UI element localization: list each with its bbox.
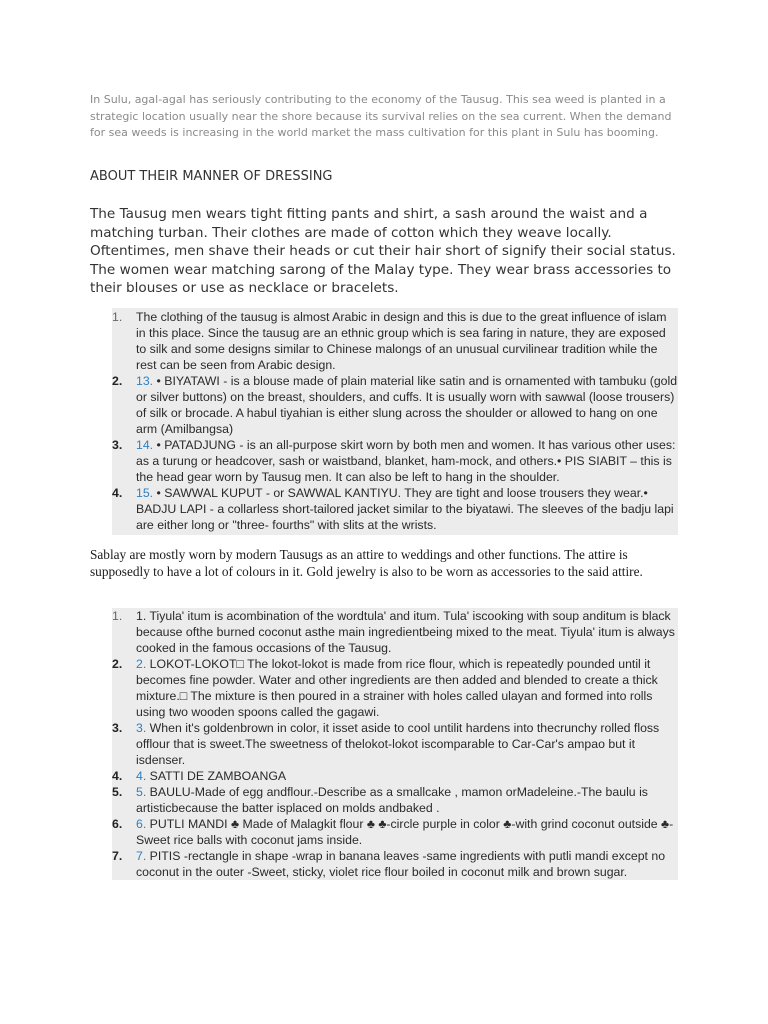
list-item xyxy=(112,373,678,437)
list-marker: 6. xyxy=(112,817,123,831)
list-item xyxy=(112,485,678,533)
list-item xyxy=(112,768,678,784)
item-number-link[interactable]: 13. xyxy=(136,374,154,388)
list-marker: 2. xyxy=(112,374,123,388)
item-number-link[interactable]: 6. xyxy=(136,817,147,831)
list-marker: 7. xyxy=(112,849,123,863)
list-item xyxy=(112,309,678,373)
list-item-text: BAULU-Made of egg andflour.-Describe as a smallcake , mamon orMadeleine.-The baulu is artisticbecause the batter isplaced on molds andbaked . xyxy=(136,785,648,815)
list-item xyxy=(112,816,678,848)
food-list xyxy=(112,608,678,880)
item-number-link[interactable]: 15. xyxy=(136,486,154,500)
item-number-link[interactable]: 4. xyxy=(136,769,147,783)
item-number-link[interactable]: 3. xyxy=(136,721,147,735)
list-marker: 2. xyxy=(112,657,123,671)
list-marker: 1. xyxy=(112,310,123,324)
section-heading: ABOUT THEIR MANNER OF DRESSING xyxy=(90,169,333,184)
item-number-link[interactable]: 5. xyxy=(136,785,147,799)
intro-paragraph: In Sulu, agal-agal has seriously contributing to the economy of the Tausug. This sea weed is planted in a strategic location usually near the shore because its survival relies on the sea current. When the demand for sea weeds is increasing in the world market the mass cultivation for this plant in Sulu has booming. xyxy=(90,93,672,139)
list-marker: 4. xyxy=(112,769,123,783)
list-marker: 3. xyxy=(112,438,123,452)
list-item xyxy=(112,608,678,656)
list-item-text: When it's goldenbrown in color, it isset aside to cool untilit hardens into thecrunchy rolled floss offlour that is sweet.The sweetness of thelokot-lokot iscomparable to Car-Car's ampao but it isdenser. xyxy=(136,721,660,767)
list-item-text: PUTLI MANDI ♣ Made of Malagkit flour ♣ ♣-circle purple in color ♣-with grind coconut outside ♣-Sweet rice balls with coconut jams inside. xyxy=(136,817,674,847)
list-item-text: • SAWWAL KUPUT - or SAWWAL KANTIYU. They are tight and loose trousers they wear.• BADJU LAPI - a collarless short-tailored jacket similar to the biyatawi. The sleeves of the badju lapi are either long or "three- fourths" with slits at the wrists. xyxy=(136,486,674,532)
item-number-link[interactable]: 2. xyxy=(136,657,147,671)
item-number-link[interactable]: 14. xyxy=(136,438,154,452)
list-item-text: 1. Tiyula' itum is acombination of the wordtula' and itum. Tula' iscooking with soup anditum is black because ofthe burned coconut asthe main ingredientbeing mixed to the meat. Tiyula' itum is always cooked in the famous occasions of the Tausug. xyxy=(136,609,675,655)
list-marker: 4. xyxy=(112,486,123,500)
list-marker: 1. xyxy=(112,609,123,623)
list-item xyxy=(112,720,678,768)
list-item-text: The clothing of the tausug is almost Arabic in design and this is due to the great influence of islam in this place. Since the tausug are an ethnic group which is sea faring in nature, they are exposed to silk and some designs similar to Chinese malongs of an unusual curvilinear tradition while the rest can be seen from Arabic design. xyxy=(136,310,667,372)
dressing-paragraph: The Tausug men wears tight fitting pants and shirt, a sash around the waist and a matching turban. Their clothes are made of cotton which they weave locally. Oftentimes, men shave their heads or cut their hair short of signify their social status. The women wear matching sarong of the Malay type. They wear brass accessories to their blouses or use as necklace or bracelets. xyxy=(90,206,676,297)
item-number-link[interactable]: 7. xyxy=(136,849,147,863)
list-item-text: PITIS -rectangle in shape -wrap in banana leaves -same ingredients with putli mandi except no coconut in the outer -Sweet, sticky, violet rice flour boiled in coconut milk and brown sugar. xyxy=(136,849,666,879)
list-item-text: SATTI DE ZAMBOANGA xyxy=(146,769,287,783)
list-item xyxy=(112,437,678,485)
list-item xyxy=(112,656,678,720)
list-marker: 3. xyxy=(112,721,123,735)
list-item xyxy=(112,848,678,880)
sablay-paragraph: Sablay are mostly worn by modern Tausugs as an attire to weddings and other functions. The attire is supposedly to have a lot of colours in it. Gold jewelry is also to be worn as accessories to the said attire. xyxy=(90,547,643,579)
list-item-text: LOKOT-LOKOT□ The lokot-lokot is made from rice flour, which is repeatedly pounded until it becomes fine powder. Water and other ingredients are then added and blended to create a thick mixture.□ The mixture is then poured in a strainer with holes called ulayan and formed into rolls using two wooden spoons called the gagawi. xyxy=(136,657,658,719)
list-item xyxy=(112,784,678,816)
list-item-text: • BIYATAWI - is a blouse made of plain material like satin and is ornamented with tambuku (gold or silver buttons) on the breast, shoulders, and cuffs. It is usually worn with sawwal (loose trousers) of silk or brocade. A habul tiyahian is either slung across the shoulder or allowed to hang on one arm (Amilbangsa) xyxy=(136,374,678,436)
dressing-list xyxy=(112,308,678,535)
list-item-text: • PATADJUNG - is an all-purpose skirt worn by both men and women. It has various other uses: as a turung or headcover, sash or waistband, blanket, ham-mock, and others.• PIS SIABIT – this is the head gear worn by Tausug men. It can also be left to hang in the shoulder. xyxy=(136,438,676,484)
list-marker: 5. xyxy=(112,785,123,799)
